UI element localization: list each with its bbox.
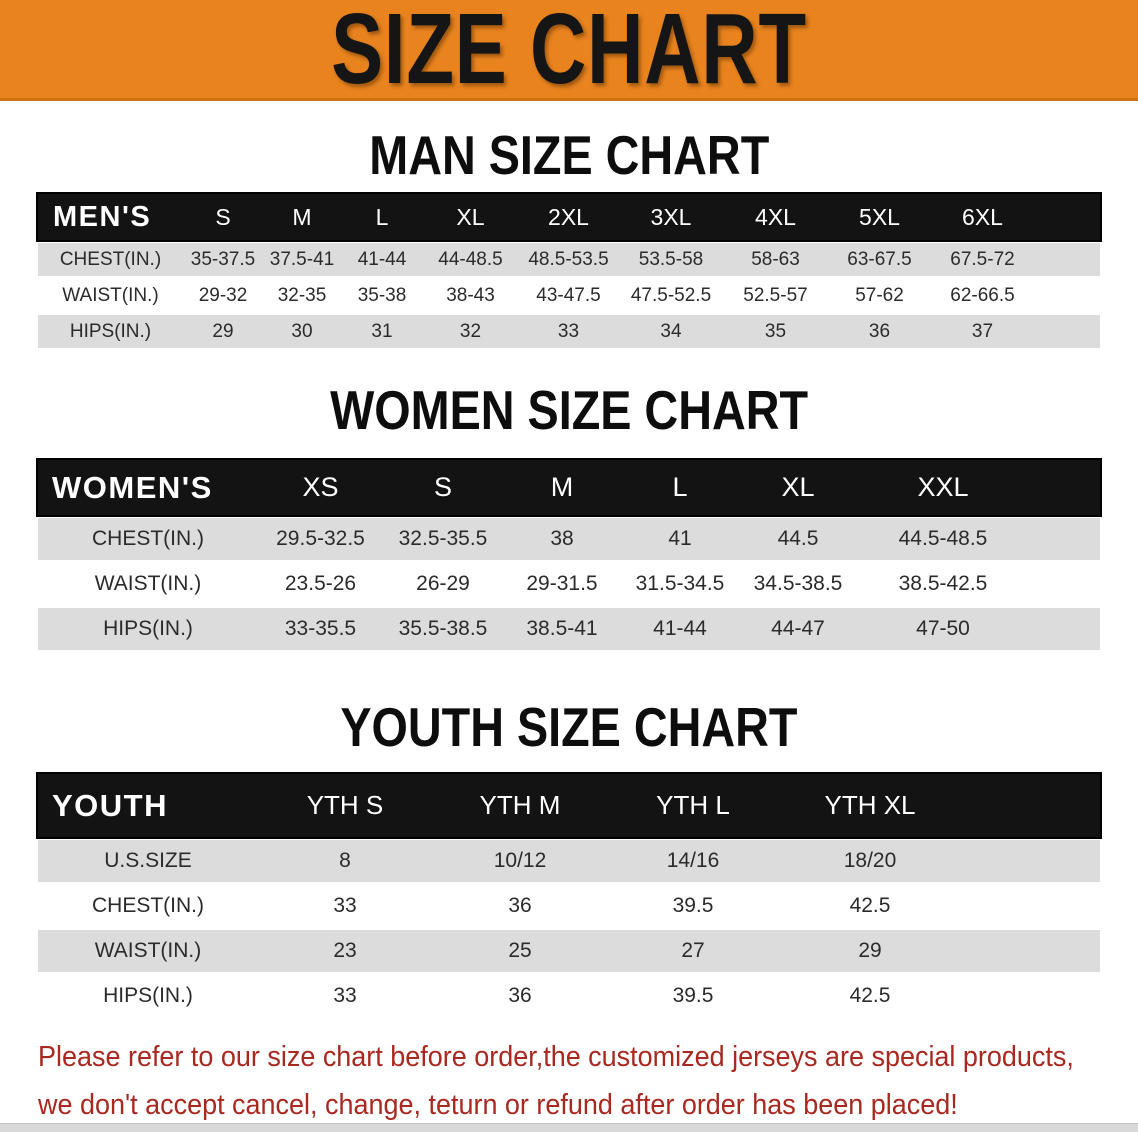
women-section-heading (0, 379, 1138, 441)
youth-section (0, 696, 1138, 1017)
size-value: 62-66.5 (950, 284, 1015, 306)
size-value: 29-31.5 (526, 572, 598, 595)
size-value: 14/16 (666, 849, 720, 872)
row-label: HIPS(IN.) (103, 984, 193, 1007)
size-value: 33-35.5 (284, 617, 357, 640)
disclaimer (38, 1033, 1100, 1129)
size-value: 29-32 (198, 284, 248, 306)
column-header: YTH XL (824, 790, 916, 820)
size-value: 41-44 (357, 248, 407, 270)
column-header: XXL (917, 472, 969, 502)
size-value: 37 (971, 320, 994, 342)
column-header: XL (781, 472, 815, 502)
table-row (38, 279, 1100, 312)
size-value: 47.5-52.5 (630, 284, 712, 306)
column-header: 4XL (755, 203, 796, 230)
banner-title: SIZE CHART (331, 0, 807, 105)
size-value: 29 (858, 939, 882, 962)
men-section (0, 124, 1138, 348)
women-section-heading-text: WOMEN SIZE CHART (330, 379, 808, 441)
size-value: 30 (291, 320, 313, 342)
size-value: 33 (333, 984, 357, 1007)
table-header-row (38, 774, 1100, 837)
youth-size-table (38, 774, 1100, 1017)
table-row (38, 930, 1100, 972)
table-row (38, 563, 1100, 605)
table-row (38, 608, 1100, 650)
column-header: XS (302, 472, 339, 502)
row-label: WAIST(IN.) (94, 939, 202, 962)
row-label: HIPS(IN.) (69, 320, 152, 342)
size-value: 35 (764, 320, 787, 342)
disclaimer-line2: we don't accept cancel, change, teturn or refund after order has been placed! (38, 1089, 958, 1121)
size-value: 38-43 (446, 284, 495, 306)
women-section (0, 379, 1138, 650)
column-header: YTH M (479, 790, 561, 820)
column-header: M (292, 203, 312, 230)
size-value: 44-47 (771, 617, 825, 640)
size-value: 31 (371, 320, 393, 342)
disclaimer-line1: Please refer to our size chart before order,the customized jerseys are special products, (38, 1041, 1074, 1073)
size-value: 41 (668, 527, 692, 550)
column-header: 6XL (962, 203, 1003, 230)
column-header: XL (456, 203, 485, 230)
size-value: 25 (508, 939, 532, 962)
size-value: 53.5-58 (638, 248, 704, 270)
row-label: HIPS(IN.) (103, 617, 193, 640)
size-value: 57-62 (855, 284, 904, 306)
column-header: YTH L (656, 790, 730, 820)
row-label: CHEST(IN.) (59, 248, 162, 270)
size-value: 37.5-41 (269, 248, 335, 270)
youth-section-heading (0, 696, 1138, 758)
size-value: 29 (212, 320, 234, 342)
youth-section-heading-text: YOUTH SIZE CHART (340, 696, 798, 758)
size-value: 29.5-32.5 (276, 527, 365, 550)
size-value: 44.5 (777, 527, 819, 550)
size-value: 38 (550, 527, 574, 550)
size-value: 63-67.5 (847, 248, 912, 270)
table-title-cell: YOUTH (52, 787, 168, 823)
size-value: 35.5-38.5 (398, 617, 488, 640)
table-title-cell: MEN'S (53, 200, 152, 233)
column-header: 3XL (650, 203, 692, 230)
size-value: 42.5 (849, 894, 891, 917)
size-value: 38.5-42.5 (898, 572, 988, 595)
men-section-heading (0, 124, 1138, 186)
table-row (38, 885, 1100, 927)
size-value: 18/20 (843, 849, 897, 872)
men-size-table (38, 194, 1100, 348)
size-value: 32-35 (277, 284, 327, 306)
size-value: 48.5-53.5 (528, 248, 609, 270)
size-value: 47-50 (916, 617, 970, 640)
size-value: 32 (459, 320, 482, 342)
size-value: 43-47.5 (536, 284, 601, 306)
size-value: 44-48.5 (438, 248, 503, 270)
size-chart-banner (0, 0, 1138, 105)
size-value: 35-38 (357, 284, 407, 306)
size-value: 36 (868, 320, 891, 342)
column-header: 2XL (548, 203, 589, 230)
table-row (38, 975, 1100, 1017)
size-value: 39.5 (672, 894, 714, 917)
size-value: 23 (333, 939, 357, 962)
table-header-row (38, 460, 1100, 515)
column-header: YTH S (306, 790, 384, 820)
row-label: WAIST(IN.) (94, 572, 202, 595)
size-value: 58-63 (751, 248, 800, 270)
size-value: 35-37.5 (190, 248, 256, 270)
column-header: L (672, 472, 688, 502)
column-header: S (433, 472, 452, 502)
men-section-heading-text: MAN SIZE CHART (369, 124, 769, 186)
size-value: 32.5-35.5 (398, 527, 488, 550)
column-header: L (375, 203, 389, 230)
women-size-table (38, 460, 1100, 650)
size-value: 8 (339, 849, 351, 872)
table-row (38, 243, 1100, 276)
column-header: 5XL (859, 203, 900, 230)
size-value: 39.5 (672, 984, 714, 1007)
table-row (38, 315, 1100, 348)
size-value: 33 (333, 894, 357, 917)
column-header: M (550, 472, 574, 502)
size-value: 34.5-38.5 (753, 572, 843, 595)
row-label: CHEST(IN.) (92, 894, 204, 917)
column-header: S (215, 203, 231, 230)
table-row (38, 840, 1100, 882)
size-value: 36 (508, 894, 532, 917)
size-value: 33 (557, 320, 580, 342)
size-value: 38.5-41 (526, 617, 598, 640)
size-value: 26-29 (416, 572, 470, 595)
row-label: U.S.SIZE (104, 849, 192, 872)
size-value: 67.5-72 (950, 248, 1015, 270)
size-value: 52.5-57 (743, 284, 808, 306)
table-title-cell: WOMEN'S (52, 469, 213, 505)
size-value: 31.5-34.5 (635, 572, 725, 595)
table-header-row (38, 194, 1100, 240)
size-value: 27 (681, 939, 705, 962)
size-value: 23.5-26 (284, 572, 357, 595)
size-value: 44.5-48.5 (898, 527, 988, 550)
size-value: 42.5 (849, 984, 891, 1007)
size-value: 34 (660, 320, 682, 342)
table-row (38, 518, 1100, 560)
bottom-strip (0, 1123, 1138, 1132)
row-label: WAIST(IN.) (62, 284, 159, 306)
size-value: 41-44 (653, 617, 707, 640)
size-value: 10/12 (493, 849, 547, 872)
size-value: 36 (508, 984, 532, 1007)
row-label: CHEST(IN.) (92, 527, 204, 550)
